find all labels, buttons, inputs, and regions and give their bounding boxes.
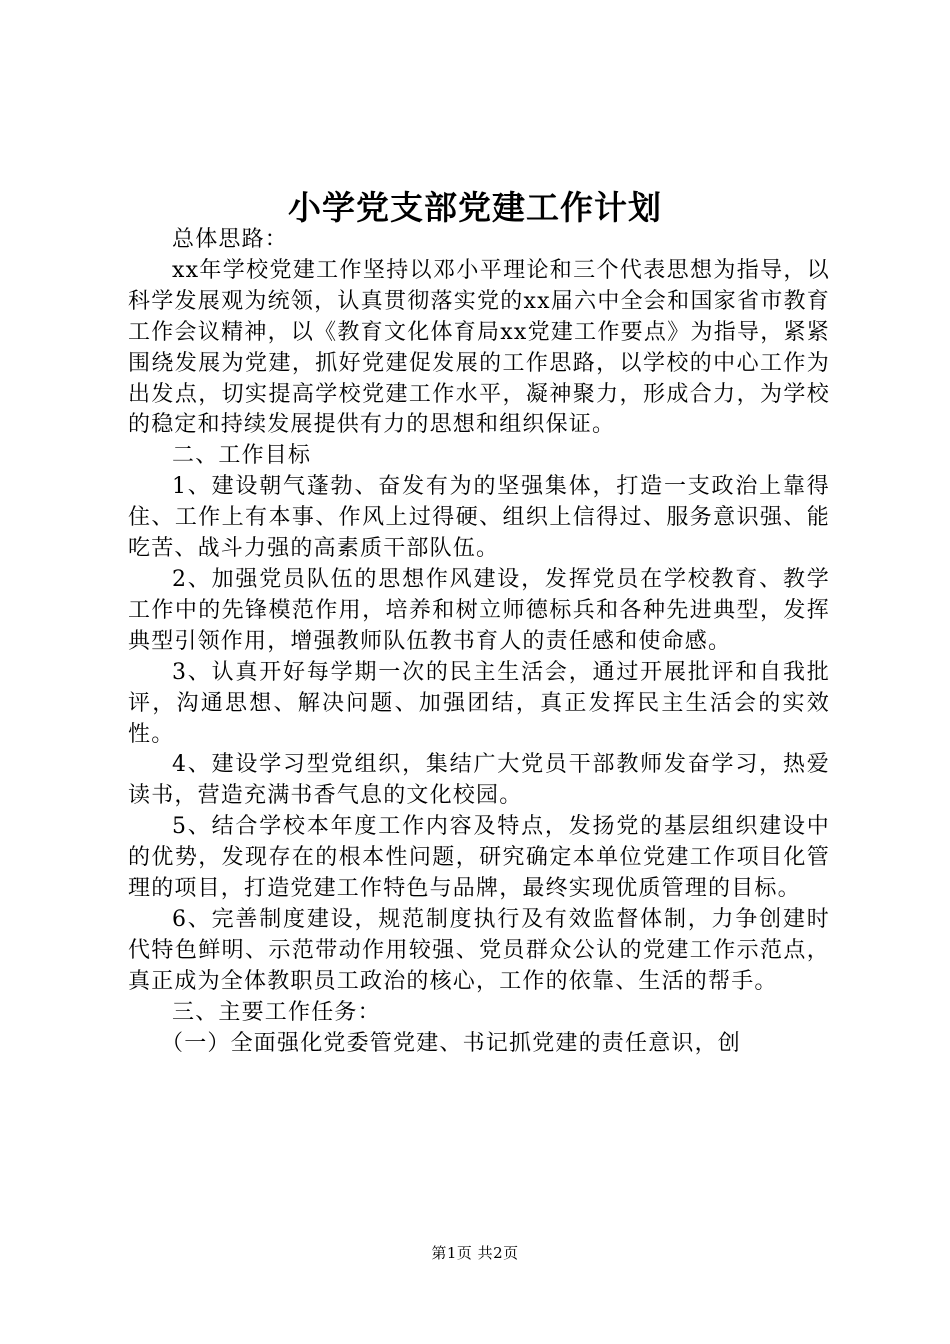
paragraph-goal-4: 4、建设学习型党组织，集结广大党员干部教师发奋学习，热爱读书，营造充满书香气息的文化校园。 xyxy=(128,752,830,809)
document-body xyxy=(128,225,830,1059)
section-heading-tasks: 三、主要工作任务： xyxy=(172,999,381,1025)
page-footer: 第1页 共2页 xyxy=(431,1244,519,1262)
paragraph-goal-1: 1、建设朝气蓬勃、奋发有为的坚强集体，打造一支政治上靠得住、工作上有本事、作风上过得硬、组织上信得过、服务意识强、能吃苦、战斗力强的高素质干部队伍。 xyxy=(128,474,830,562)
paragraph-goal-2: 2、加强党员队伍的思想作风建设，发挥党员在学校教育、教学工作中的先锋模范作用，培养和树立师德标兵和各种先进典型，发挥典型引领作用，增强教师队伍教书育人的责任感和使命感。 xyxy=(128,566,830,654)
document-title: 小学党支部党建工作计划 xyxy=(288,188,662,227)
paragraph-overall-thinking: xx年学校党建工作坚持以邓小平理论和三个代表思想为指导，以科学发展观为统领，认真贯彻落实党的xx届六中全会和国家省市教育工作会议精神，以《教育文化体育局xx党建工作要点》为指导，紧紧围绕发展为党建，抓好党建促发展的工作思路，以学校的中心工作为出发点，切实提高学校党建工作水平，凝神聚力，形成合力，为学校的稳定和持续发展提供有力的思想和组织保证。 xyxy=(128,257,830,438)
paragraph-goal-3: 3、认真开好每学期一次的民主生活会，通过开展批评和自我批评，沟通思想、解决问题、加强团结，真正发挥民主生活会的实效性。 xyxy=(128,659,830,747)
paragraph-task-1: （一）全面强化党委管党建、书记抓党建的责任意识，创 xyxy=(161,1030,742,1056)
paragraph-goal-5: 5、结合学校本年度工作内容及特点，发扬党的基层组织建设中的优势，发现存在的根本性问题，研究确定本单位党建工作项目化管理的项目，打造党建工作特色与品牌，最终实现优质管理的目标。 xyxy=(128,814,830,902)
section-heading-goals: 二、工作目标 xyxy=(172,443,312,469)
section-heading-overall: 总体思路： xyxy=(172,227,289,252)
paragraph-goal-6: 6、完善制度建设，规范制度执行及有效监督体制，力争创建时代特色鲜明、示范带动作用较强、党员群众公认的党建工作示范点，真正成为全体教职员工政治的核心，工作的依靠、生活的帮手。 xyxy=(128,906,830,994)
